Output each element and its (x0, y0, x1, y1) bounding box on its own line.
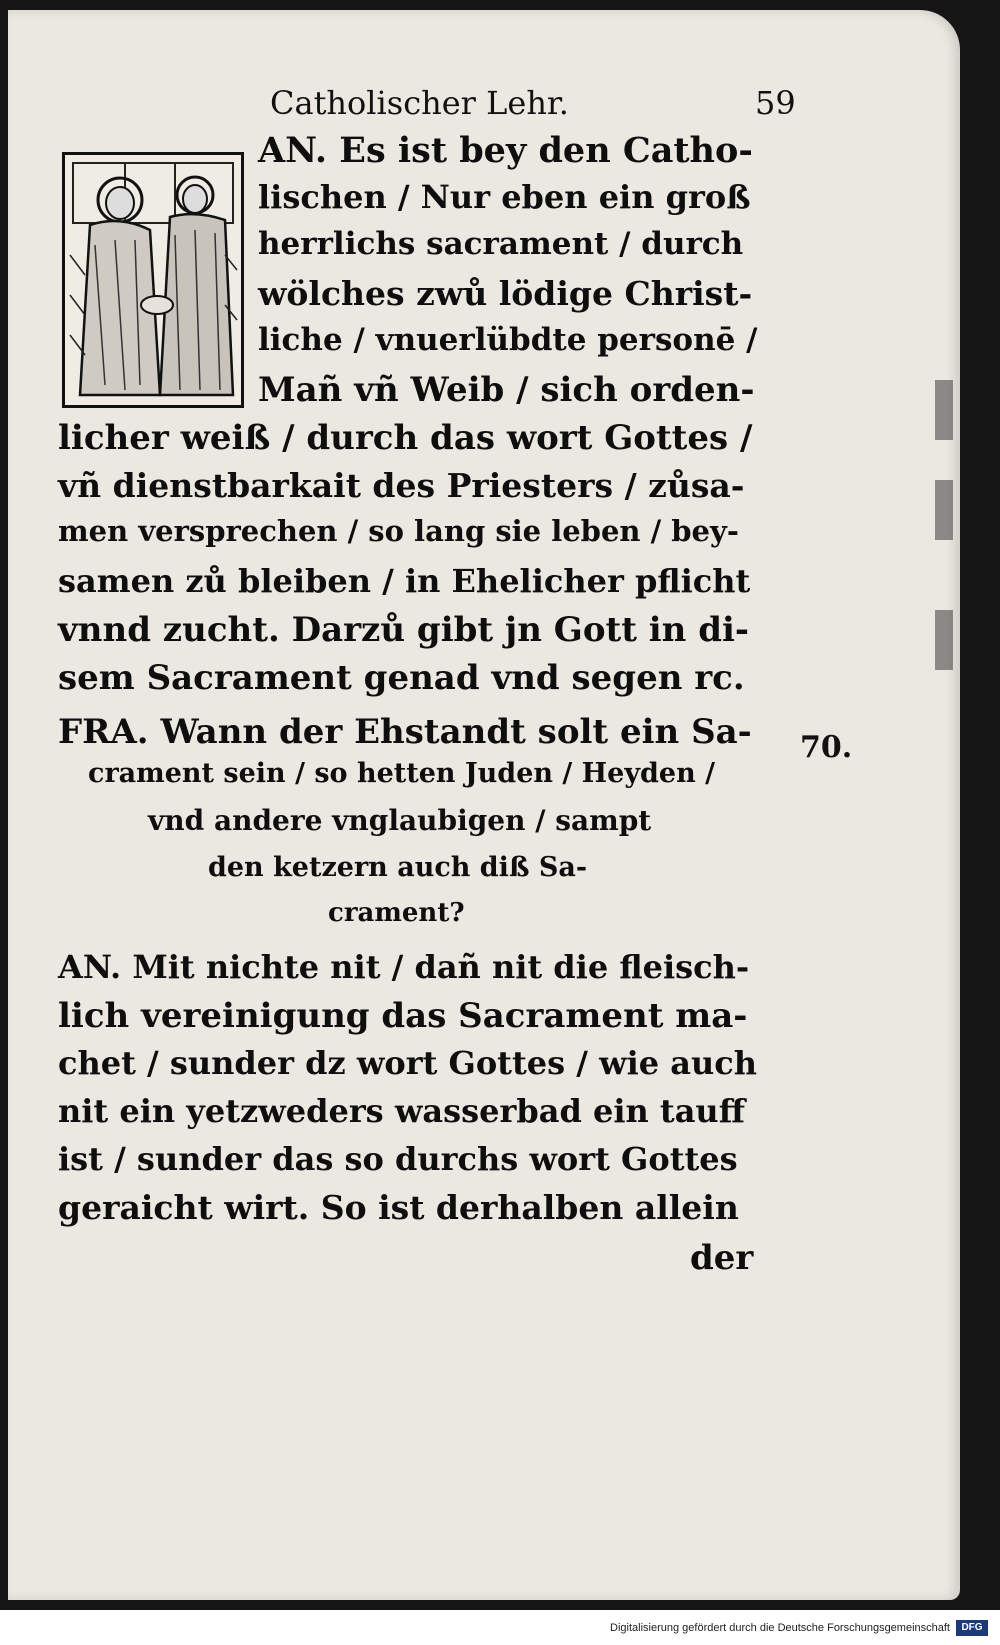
bleed-through-mark (935, 480, 953, 540)
bleed-through-mark (935, 610, 953, 670)
text-line: der (690, 1238, 754, 1278)
text-line: vnnd zucht. Darzů gibt jn Gott in di- (58, 610, 750, 650)
text-line: wölches zwů lödige Christ- (258, 274, 753, 313)
text-line: den ketzern auch diß Sa- (208, 852, 588, 883)
footer-credit: Digitalisierung gefördert durch die Deutsche Forschungsgemeinschaft (610, 1622, 950, 1634)
text-line: FRA. Wann der Ehstandt solt ein Sa- (58, 712, 752, 752)
text-line: herrlichs sacrament / durch (258, 226, 744, 262)
bleed-through-mark (935, 380, 953, 440)
text-line: crament sein / so hetten Juden / Heyden / (88, 758, 715, 789)
text-line: samen zů bleiben / in Ehelicher pflicht (58, 562, 751, 600)
text-line: men versprechen / so lang sie leben / bey- (58, 514, 739, 548)
text-line: Mañ vñ Weib / sich orden- (258, 370, 755, 410)
text-line: licher weiß / durch das wort Gottes / (58, 418, 753, 458)
woodcut-illustration (62, 152, 244, 408)
text-line: sem Sacrament genad vnd segen rc. (58, 658, 745, 698)
text-line: chet / sunder dz wort Gottes / wie auch (58, 1044, 758, 1082)
text-line: liche / vnuerlübdte personē / (258, 322, 758, 358)
footer-strip (0, 1610, 1000, 1645)
running-head: Catholischer Lehr. (270, 84, 569, 122)
text-line: vnd andere vnglaubigen / sampt (148, 804, 652, 837)
text-line: vñ dienstbarkait des Priesters / zůsa- (58, 466, 745, 505)
text-line: AN. Es ist bey den Catho- (258, 130, 753, 171)
text-line: lischen / Nur eben ein groß (258, 178, 751, 216)
dfg-logo: DFG (956, 1620, 988, 1636)
text-line: AN. Mit nichte nit / dañ nit die fleisch- (58, 948, 750, 986)
marginal-number: 70. (800, 730, 853, 765)
text-line: geraicht wirt. So ist derhalben allein (58, 1188, 739, 1227)
page-number: 59 (755, 84, 796, 122)
text-line: nit ein yetzweders wasserbad ein tauff (58, 1092, 745, 1130)
text-line: crament? (328, 898, 465, 928)
text-line: ist / sunder das so durchs wort Gottes (58, 1140, 738, 1178)
text-line: lich vereinigung das Sacrament ma- (58, 996, 748, 1036)
